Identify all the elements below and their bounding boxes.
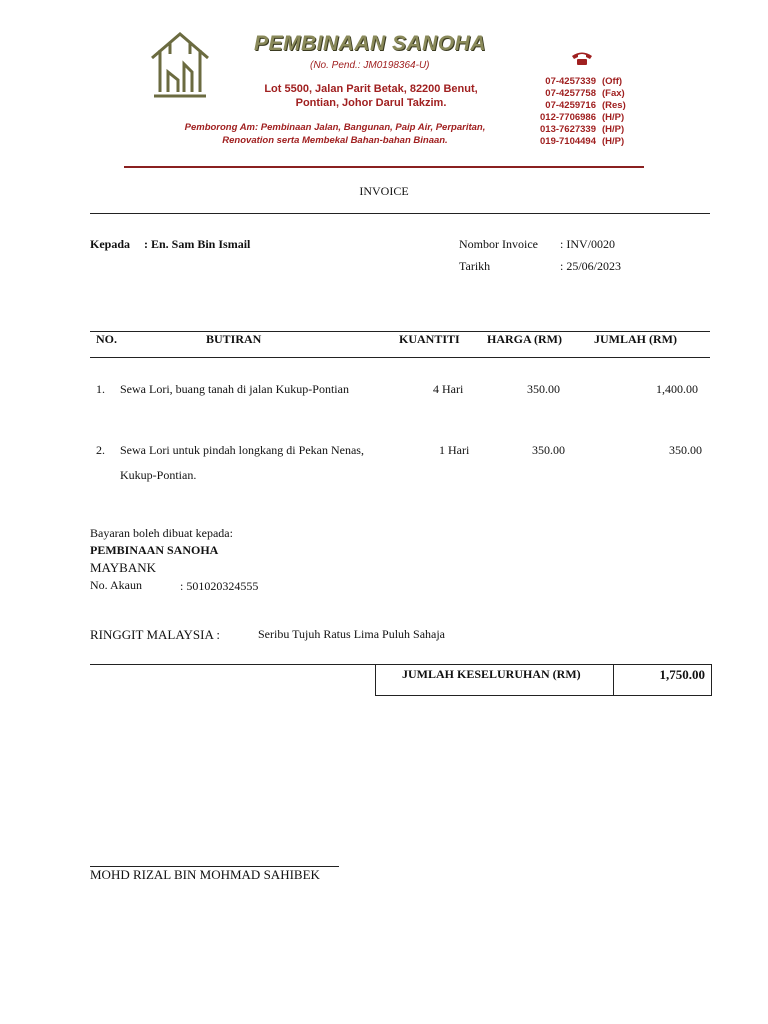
row-description: Sewa Lori untuk pindah longkang di Pekan Nenas, xyxy=(120,443,364,457)
phone-number: 013-7627339 xyxy=(540,124,596,135)
amount-words-label: RINGGIT MALAYSIA : xyxy=(90,627,221,642)
phone-label: (H/P) xyxy=(602,112,625,123)
row-number: 2. xyxy=(96,443,105,457)
table-header-rule xyxy=(90,357,710,358)
payment-intro: Bayaran boleh dibuat kepada: xyxy=(90,526,233,540)
company-name: PEMBINAAN SANOHA xyxy=(254,32,487,55)
house-logo-icon xyxy=(148,28,212,100)
phone-number: 019-7104494 xyxy=(540,136,596,147)
row-description: Sewa Lori, buang tanah di jalan Kukup-Pontian xyxy=(120,382,349,396)
payee-name: PEMBINAAN SANOHA xyxy=(90,543,219,557)
telephone-icon xyxy=(570,50,594,66)
recipient-label: Kepada xyxy=(90,237,131,251)
phone-number: 07-4259716 xyxy=(545,100,596,111)
document-title: INVOICE xyxy=(359,184,409,198)
company-address xyxy=(258,82,484,110)
invoice-number-label: Nombor Invoice xyxy=(459,237,538,251)
grand-total-label: JUMLAH KESELURUHAN (RM) xyxy=(402,667,581,681)
column-header-quantity: KUANTITI xyxy=(399,332,460,346)
letterhead-divider xyxy=(124,166,644,168)
phone-row xyxy=(530,136,626,148)
row-total: 350.00 xyxy=(669,443,702,457)
column-header-no: NO. xyxy=(96,332,117,346)
title-divider xyxy=(90,213,710,214)
phone-row xyxy=(530,88,626,100)
invoice-number-value: : INV/0020 xyxy=(560,237,615,251)
row-price: 350.00 xyxy=(527,382,560,396)
column-header-price: HARGA (RM) xyxy=(487,332,562,346)
date-value: : 25/06/2023 xyxy=(560,259,622,273)
phone-label: (H/P) xyxy=(602,136,625,147)
amount-words-value: Seribu Tujuh Ratus Lima Puluh Sahaja xyxy=(258,627,446,641)
row-total: 1,400.00 xyxy=(656,382,698,396)
phone-row xyxy=(530,76,626,88)
phone-list xyxy=(530,76,626,148)
address-line: Pontian, Johor Darul Takzim. xyxy=(295,97,447,109)
phone-label: (Res) xyxy=(602,100,626,111)
recipient-value: : En. Sam Bin Ismail xyxy=(144,237,251,251)
account-number: : 501020324555 xyxy=(180,579,259,593)
phone-number: 07-4257339 xyxy=(545,76,596,87)
signatory-name: MOHD RIZAL BIN MOHMAD SAHIBEK xyxy=(90,867,320,882)
registration-number: (No. Pend.: JM0198364-U) xyxy=(310,60,430,71)
column-header-description: BUTIRAN xyxy=(206,332,262,346)
account-label: No. Akaun xyxy=(90,578,142,592)
business-line: Renovation serta Membekal Bahan-bahan Binaan. xyxy=(222,135,448,146)
phone-number: 07-4257758 xyxy=(545,88,596,99)
business-line: Pemborong Am: Pembinaan Jalan, Bangunan, Paip Air, Perparitan, xyxy=(184,122,486,133)
phone-number: 012-7706986 xyxy=(540,112,596,123)
bank-name: MAYBANK xyxy=(90,560,156,575)
total-left-rule xyxy=(90,664,377,665)
phone-label: (H/P) xyxy=(602,124,625,135)
column-header-total: JUMLAH (RM) xyxy=(594,332,677,346)
date-label: Tarikh xyxy=(459,259,491,273)
row-description-continued: Kukup-Pontian. xyxy=(120,468,197,482)
address-line: Lot 5500, Jalan Parit Betak, 82200 Benut, xyxy=(264,83,478,95)
phone-row xyxy=(530,100,626,112)
phone-row xyxy=(530,112,626,124)
company-logo xyxy=(148,28,212,100)
business-description xyxy=(170,121,500,147)
row-quantity: 4 Hari xyxy=(433,382,464,396)
phone-label: (Fax) xyxy=(602,88,625,99)
phone-row xyxy=(530,124,626,136)
grand-total-divider xyxy=(613,664,614,696)
row-quantity: 1 Hari xyxy=(439,443,470,457)
grand-total-value: 1,750.00 xyxy=(659,667,705,682)
phone-label: (Off) xyxy=(602,76,623,87)
row-number: 1. xyxy=(96,382,105,396)
row-price: 350.00 xyxy=(532,443,565,457)
